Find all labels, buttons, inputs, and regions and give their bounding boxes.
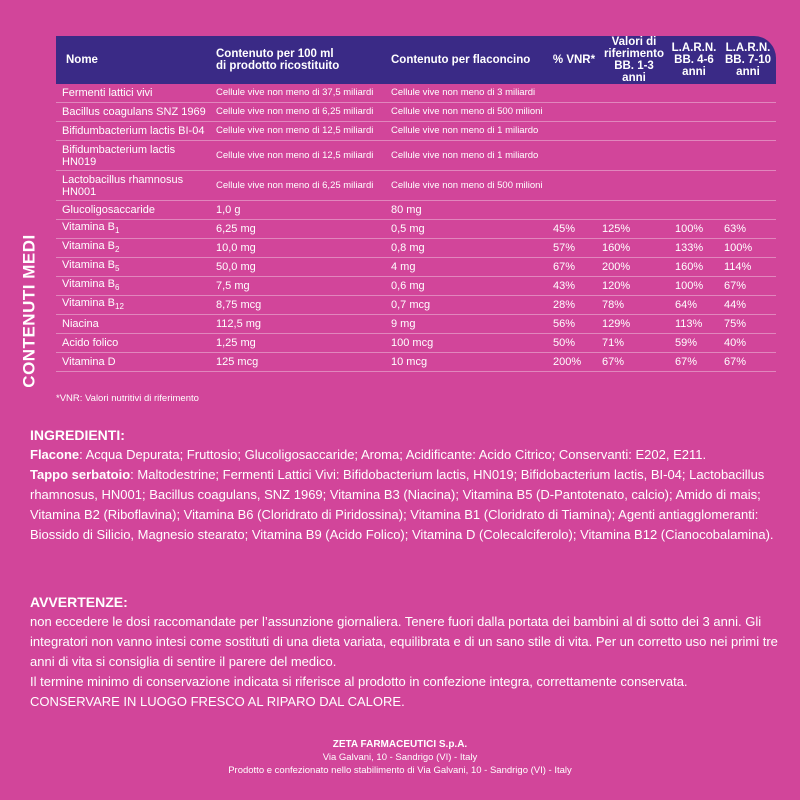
cell-ref: 160% [602, 242, 631, 254]
cell-name [62, 171, 212, 200]
header-ref: Valori di riferimento BB. 1-3 anni [603, 36, 665, 84]
cell-name-line: Acido folico [62, 337, 119, 349]
vitamin-subscript: 1 [115, 226, 120, 235]
cell-per-vial: Cellule vive non meno di 500 milioni [391, 106, 543, 117]
cell-per100ml: Cellule vive non meno di 12,5 miliardi [216, 149, 374, 161]
cell-larn710 [724, 84, 774, 102]
cell-vnr [553, 122, 599, 140]
cell-vnr [553, 103, 599, 121]
cell-vnr: 200% [553, 356, 582, 368]
cell-name [62, 122, 212, 140]
cell-per-vial: 0,6 mg [391, 280, 425, 292]
cell-name [62, 141, 212, 170]
cell-per100ml: 50,0 mg [216, 261, 256, 273]
cell-per100ml: Cellule vive non meno di 6,25 miliardi [216, 179, 374, 191]
footer [0, 738, 800, 777]
warnings-storage: CONSERVARE IN LUOGO FRESCO AL RIPARO DAL CALORE. [30, 694, 405, 709]
cell-vnr: 57% [553, 242, 576, 254]
cell-name-line: Vitamina B [62, 297, 115, 309]
cell-larn46: 113% [675, 318, 703, 330]
cell-per-vial: Cellule vive non meno di 1 miliardo [391, 149, 539, 161]
cell-name-line: Vitamina B [62, 240, 115, 252]
cell-larn710 [724, 141, 774, 170]
cell-vnr: 67% [553, 261, 576, 273]
cell-name-line: Bifidumbacterium lactis [62, 143, 176, 156]
cell-larn46 [675, 201, 721, 219]
header-per-vial: Contenuto per flaconcino [391, 54, 531, 66]
cell-per-vial: 9 mg [391, 318, 416, 330]
table-row [56, 277, 776, 296]
cell-larn46 [675, 84, 721, 102]
warnings-text: non eccedere le dosi raccomandate per l’assunzione giornaliera. Tenere fuori dalla portata dei bambini al di sotto dei 3 anni. Gli integratori non vanno intesi come sostituti di una dieta variata, equilibrata e di un sano stile di vita. Per un corretto uso nei primi tre anni di vita si consiglia di sentire il parere del medico. [30, 614, 778, 669]
vnr-footnote: *VNR: Valori nutritivi di riferimento [56, 393, 199, 404]
cell-ref: 78% [602, 299, 625, 311]
cell-vnr: 43% [553, 280, 576, 292]
table-row [56, 84, 776, 103]
table-row [56, 220, 776, 239]
cell-per-vial: 0,7 mcg [391, 299, 431, 311]
cell-larn46: 67% [675, 356, 698, 368]
cell-per-vial: 80 mg [391, 204, 422, 216]
side-label-text: CONTENUTI MEDI [20, 234, 40, 388]
cell-per-vial: 0,8 mg [391, 242, 425, 254]
cell-vnr: 50% [553, 337, 576, 349]
table-row [56, 239, 776, 258]
contenuti-medi-label [10, 236, 50, 386]
production-note: Prodotto e confezionato nello stabilimento di Via Galvani, 10 - Sandrigo (VI) - Italy [228, 765, 572, 776]
cell-name-line: HN019 [62, 155, 97, 168]
cell-per-vial: Cellule vive non meno di 500 milioni [391, 179, 543, 191]
cell-larn710: 114% [724, 261, 752, 273]
cell-vnr: 28% [553, 299, 576, 311]
cell-ref [602, 201, 662, 219]
cell-larn46: 59% [675, 337, 698, 349]
cell-larn710: 67% [724, 280, 747, 292]
cell-per100ml: Cellule vive non meno di 12,5 miliardi [216, 125, 374, 136]
cell-larn710 [724, 122, 774, 140]
ingredients-title: INGREDIENTI: [30, 427, 125, 443]
cell-larn710: 63% [724, 223, 747, 235]
cell-vnr [553, 171, 599, 200]
table-row [56, 171, 776, 201]
nutrition-table [56, 36, 776, 372]
vitamin-subscript: 2 [115, 245, 120, 254]
cell-larn710: 44% [724, 299, 747, 311]
cell-per-vial: 100 mcg [391, 337, 434, 349]
cell-ref: 129% [602, 318, 631, 330]
cell-per100ml: 1,25 mg [216, 337, 256, 349]
table-row [56, 201, 776, 220]
cell-per-vial: 10 mcg [391, 356, 428, 368]
cell-ref: 71% [602, 337, 625, 349]
cell-name [62, 103, 212, 121]
cell-larn710: 75% [724, 318, 747, 330]
cell-larn46 [675, 103, 721, 121]
cell-ref: 120% [602, 280, 631, 292]
cell-vnr [553, 84, 599, 102]
cell-name-line: HN001 [62, 185, 97, 198]
cell-name [62, 315, 212, 333]
tappo-text: : Maltodestrine; Fermenti Lattici Vivi: Bifidobacterium lactis, HN019; Bifidobacterium lactis, BI-04; Lactobacillus rhamnosus, HN001; Bacillus coagulans, SNZ 1969; Vitamina B3 (Niacina); Vitamina B5 (D-Pantotenato, calcio); Amido di mais; Vitamina B2 (Riboflavina); Vitamina B6 (Cloridrato di Piridossina); Vitamina B1 (Cloridrato di Tiamina); Agenti antiagglomeranti: Biossido di Silicio, Magnesio stearato; Vitamina B9 (Acido Folico); Vitamina D (Colecalciferolo); Vitamina B12 (Cianocobalamina). [30, 467, 774, 542]
cell-per100ml: 10,0 mg [216, 242, 256, 254]
cell-per-vial: Cellule vive non meno di 1 miliardo [391, 125, 539, 136]
cell-per100ml: Cellule vive non meno di 6,25 miliardi [216, 106, 374, 117]
tappo-label: Tappo serbatoio [30, 467, 131, 482]
cell-name [62, 239, 212, 257]
cell-larn710: 40% [724, 337, 747, 349]
flacone-text: : Acqua Depurata; Fruttosio; Glucoligosaccaride; Aroma; Acidificante: Acido Citrico; Conservanti: E202, E211. [79, 447, 707, 462]
warnings-section [30, 592, 780, 712]
cell-per100ml: Cellule vive non meno di 37,5 miliardi [216, 87, 374, 98]
cell-name [62, 296, 212, 314]
cell-larn710 [724, 201, 774, 219]
cell-larn46 [675, 141, 721, 170]
cell-ref [602, 122, 662, 140]
cell-vnr [553, 201, 599, 219]
cell-name [62, 220, 212, 238]
cell-larn46: 100% [675, 280, 704, 292]
cell-name [62, 334, 212, 352]
cell-name [62, 258, 212, 276]
table-row [56, 141, 776, 171]
table-row [56, 315, 776, 334]
cell-per100ml: 8,75 mcg [216, 299, 262, 311]
cell-ref [602, 103, 662, 121]
table-row [56, 334, 776, 353]
cell-name-line: Bifidumbacterium lactis BI-04 [62, 125, 205, 137]
cell-name-line: Niacina [62, 318, 99, 330]
cell-name [62, 201, 212, 219]
cell-name [62, 277, 212, 295]
vitamin-subscript: 5 [115, 264, 120, 273]
cell-ref [602, 141, 662, 170]
cell-per-vial: 4 mg [391, 261, 416, 273]
cell-name-line: Lactobacillus rhamnosus [62, 173, 184, 186]
ingredients-section [30, 425, 780, 545]
cell-name-line: Fermenti lattici vivi [62, 87, 153, 99]
warnings-conservation: Il termine minimo di conservazione indicata si riferisce al prodotto in confezione integra, correttamente conservata. [30, 674, 688, 689]
cell-larn710 [724, 103, 774, 121]
company-name: ZETA FARMACEUTICI S.p.A. [332, 739, 468, 750]
cell-larn46: 133% [675, 242, 704, 254]
vitamin-subscript: 12 [115, 302, 124, 311]
warnings-title: AVVERTENZE: [30, 594, 128, 610]
header-per100ml: Contenuto per 100 ml di prodotto ricostituito [216, 48, 340, 72]
cell-larn710: 67% [724, 356, 747, 368]
header-larn-4-6: L.A.R.N. BB. 4-6 anni [671, 42, 717, 78]
table-row [56, 122, 776, 141]
cell-larn710: 100% [724, 242, 753, 254]
cell-larn46: 100% [675, 223, 704, 235]
header-vnr: % VNR* [552, 54, 596, 66]
cell-name-line: Vitamina B [62, 221, 115, 233]
table-body [56, 84, 776, 372]
header-larn-7-10: L.A.R.N. BB. 7-10 anni [724, 42, 772, 78]
cell-larn46 [675, 122, 721, 140]
cell-larn46 [675, 171, 721, 200]
cell-name [62, 353, 212, 371]
cell-larn46: 160% [675, 261, 704, 273]
table-row [56, 296, 776, 315]
cell-name-line: Bacillus coagulans SNZ 1969 [62, 106, 206, 118]
cell-per100ml: 112,5 mg [216, 318, 262, 330]
table-header [56, 36, 776, 84]
cell-ref [602, 84, 662, 102]
cell-per100ml: 7,5 mg [216, 280, 250, 292]
cell-larn46: 64% [675, 299, 698, 311]
cell-per-vial: 0,5 mg [391, 223, 425, 235]
cell-name-line: Vitamina B [62, 259, 115, 271]
cell-vnr: 56% [553, 318, 576, 330]
company-address: Via Galvani, 10 - Sandrigo (VI) - Italy [322, 752, 478, 763]
flacone-label: Flacone [30, 447, 80, 462]
cell-name [62, 84, 212, 102]
cell-per100ml: 125 mcg [216, 356, 259, 368]
cell-name-line: Vitamina D [62, 356, 116, 368]
cell-per-vial: Cellule vive non meno di 3 miliardi [391, 87, 536, 98]
table-row [56, 103, 776, 122]
cell-ref [602, 171, 662, 200]
cell-larn710 [724, 171, 774, 200]
cell-name-line: Glucoligosaccaride [62, 204, 155, 216]
vitamin-subscript: 6 [115, 283, 120, 292]
cell-ref: 200% [602, 261, 631, 273]
table-row [56, 353, 776, 372]
cell-per100ml: 1,0 g [216, 204, 241, 216]
cell-name-line: Vitamina B [62, 278, 115, 290]
cell-vnr: 45% [553, 223, 576, 235]
cell-ref: 125% [602, 223, 631, 235]
cell-vnr [553, 141, 599, 170]
header-nome: Nome [66, 54, 98, 66]
table-row [56, 258, 776, 277]
cell-ref: 67% [602, 356, 625, 368]
cell-per100ml: 6,25 mg [216, 223, 256, 235]
